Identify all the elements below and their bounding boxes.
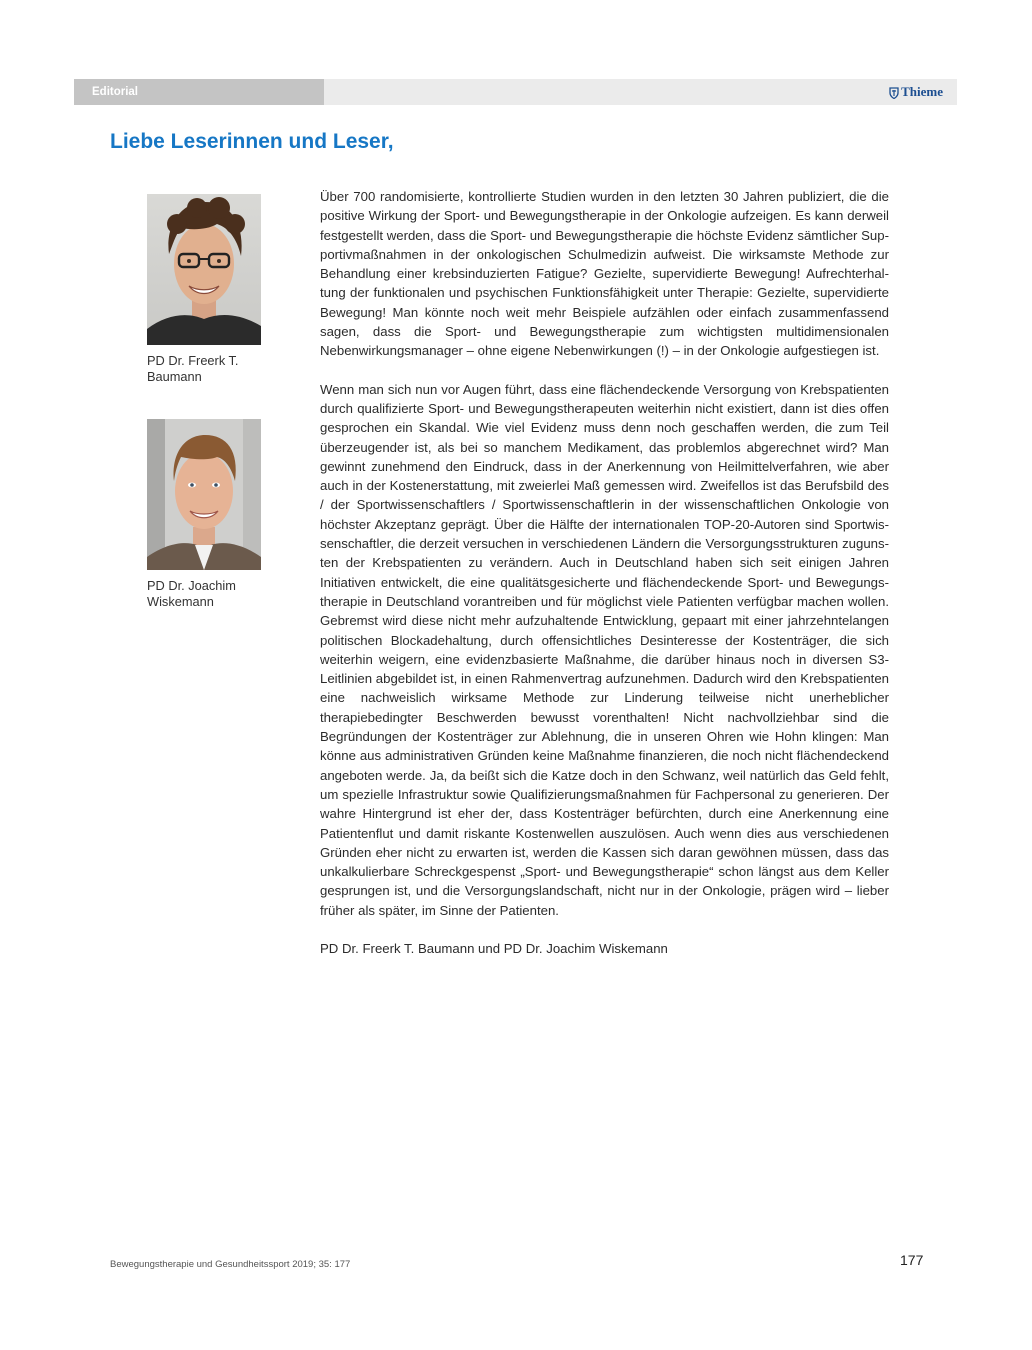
author-caption-line: Wiskemann <box>147 594 214 609</box>
publisher-name: Thieme <box>901 84 943 99</box>
page-title: Liebe Leserinnen und Leser, <box>110 130 394 153</box>
publisher-logo <box>889 79 943 105</box>
author-caption-line: Baumann <box>147 369 202 384</box>
header-bar <box>74 79 957 105</box>
author-photo-wiskemann <box>147 419 261 570</box>
page-number: 177 <box>900 1252 924 1268</box>
section-label: Editorial <box>74 79 324 105</box>
body-paragraph: Über 700 randomisierte, kontrollierte Studien wurden in den letzten 30 Jahren publiziert, die die positive Wirkung der Sport- und Bewegungstherapie in der Onkologie aufzeigen. Es kann derweil festgestellt werden, dass die Sport- und Bewegungstherapie die höchste Evidenz sämtlicher Supportivmaßnahmen in der onkologischen Schulmedizin aufweist. Die wirksamste Methode zur Behandlung einer krebsinduzierten Fatigue? Gezielte, supervidierte Bewegung! Aufrechterhaltung der funktionalen und psychischen Funktionsfähigkeit unter Therapie: Gezielte, supervidierte Bewegung! Man könnte noch weit mehr Beispiele aufzählen oder einfach zusammenfassend sagen, dass die Sport- und Bewegungstherapie zum wichtigsten multidimensionalen Nebenwirkungsmanager – ohne eigene Nebenwirkungen (!) – in der Onkologie aufgestiegen ist. <box>320 189 889 359</box>
author-caption-line: PD Dr. Joachim <box>147 578 236 593</box>
body-paragraph: Wenn man sich nun vor Augen führt, dass eine flächendeckende Versorgung von Krebspatienten durch qualifizierte Sport- und Bewegungstherapeuten weiterhin nicht existiert, dann ist dies offen gesprochen ein Skandal. Wie viel Evidenz muss denn noch geschaffen werden, die zum Teil überzeugender ist, als bei so manchem Medikament, das problemlos abgerechnet wird? Man gewinnt zunehmend den Eindruck, dass in der Anerkennung von Heilmittelverfahren, wie aber auch in der Kostenerstattung, mit zweierlei Maß gemessen wird. Zweifellos ist das Berufsbild des / der Sportwissenschaftlers / Sportwissenschaftlerin in der wissenschaftlichen Onkologie von höchster Akzeptanz geprägt. Über die Hälfte der internationalen TOP-20-Autoren sind Sportwissenschaftler, die derzeit versuchen in verschiedenen Ländern die Versorgungsstrukturen zugunsten der Krebspatienten zu verändern. Auch in Deutschland haben sich seit einigen Jahren Initiativen entwickelt, die eine qualitätsgesicherte und flächendeckende Sport- und Bewegungstherapie in Deutschland vorantreiben und für möglichst viele Patienten verfügbar machen wollen. Gebremst wird diese nicht mehr aufzuhaltende Entwicklung, gepaart mit einer jahrzehntelangen politischen Blockadehaltung, durch offensichtliches Desinteresse der Kostenträger, die sich weiterhin weigern, eine evidenzbasierte Maßnahme, die darüber hinaus noch in diversen S3-Leitlinien abgebildet ist, in einen Rahmenvertrag aufzunehmen. Dadurch wird den Krebspatienten eine nachweislich wirksame Methode zur Linderung teilweise nicht unerheblicher therapiebedingter Beschwerden bewusst vorenthalten! Nicht nachvollziehbar sind die Begründungen der Kostenträger zur Ablehnung, die in unseren Ohren wie Hohn klingen: Man könne aus administrativen Gründen keine Maßnahme finanzieren, die noch nicht flächendeckend angeboten werde. Ja, da beißt sich die Katze doch in den Schwanz, weil natürlich das Geld fehlt, um spezielle Infrastruktur sowie Qualifizierungsmaßnahmen für Fachpersonal zu generieren. Der wahre Hintergrund ist eher der, dass Kostenträger befürchten, durch eine Anerkennung eine Patientenflut und damit riskante Kostenwellen auszulösen. Auch wenn dies aus verschiedenen Gründen eher nicht zu erwarten ist, werden die Kassen sich daran gewöhnen müssen, dass das unkalkulierbare Schreckgespenst „Sport- und Bewegungstherapie“ schon längst aus dem Keller gesprungen ist, und die Versorgungslandschaft, nicht nur in der Onkologie, prägen wird – lieber früher als später, im Sinne der Patienten. <box>320 381 889 918</box>
author-caption-line: PD Dr. Freerk T. <box>147 353 239 368</box>
editorial-body <box>320 187 889 958</box>
author-caption-wiskemann <box>147 578 287 610</box>
journal-citation: Bewegungstherapie und Gesundheitssport 2019; 35: 177 <box>110 1259 351 1270</box>
signature: PD Dr. Freerk T. Baumann und PD Dr. Joachim Wiskemann <box>320 940 668 956</box>
thieme-crest-icon <box>889 87 899 99</box>
author-photo-baumann <box>147 194 261 345</box>
author-caption-baumann <box>147 353 287 385</box>
